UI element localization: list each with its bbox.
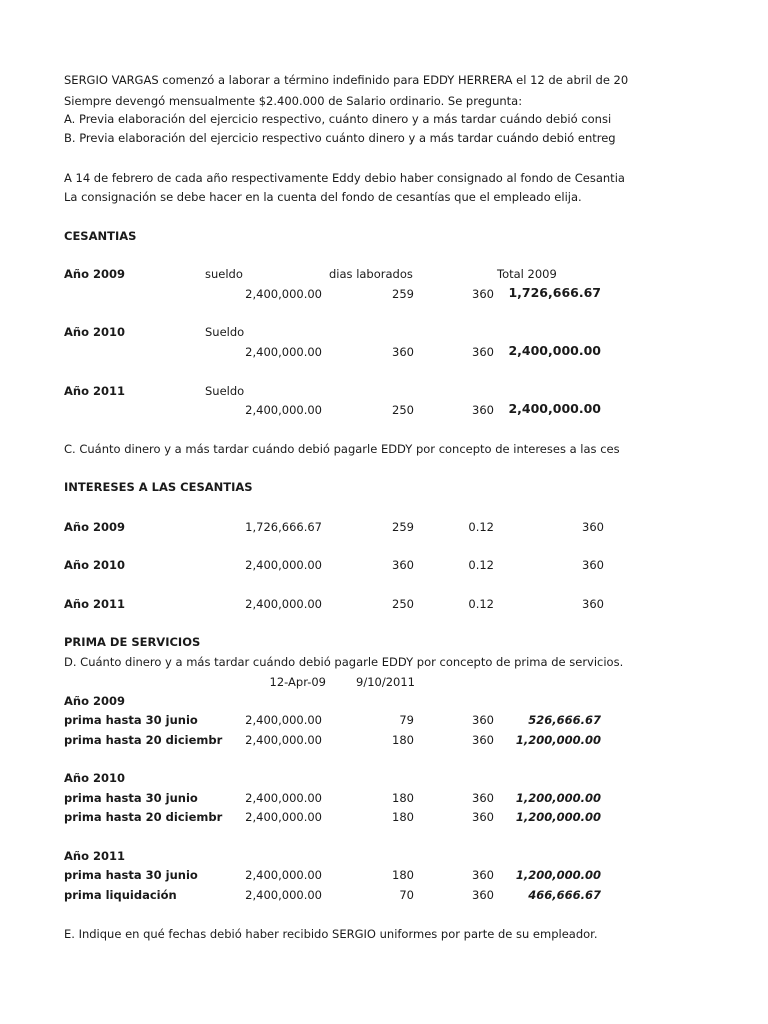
intereses-title: INTERESES A LAS CESANTIAS: [64, 480, 253, 494]
intereses-year-2011: Año 2011: [64, 597, 125, 611]
prima-base: 360: [472, 791, 494, 805]
cesantias-year-2011: Año 2011: [64, 384, 125, 398]
prima-base: 360: [472, 713, 494, 727]
intereses-days-2011: 250: [392, 597, 414, 611]
cesantias-base-2010: 360: [472, 345, 494, 359]
prima-salary: 2,400,000.00: [245, 791, 322, 805]
prima-total: 1,200,000.00: [515, 791, 601, 805]
cesantias-salary-2010: 2,400,000.00: [245, 345, 322, 359]
cesantias-total-2011: 2,400,000.00: [508, 401, 601, 416]
cesantias-salary-2011: 2,400,000.00: [245, 403, 322, 417]
prima-days: 79: [399, 713, 414, 727]
intereses-days-2010: 360: [392, 558, 414, 572]
prima-year-2011: Año 2011: [64, 849, 125, 863]
intereses-amount-2011: 2,400,000.00: [245, 597, 322, 611]
cesantias-year-2009: Año 2009: [64, 267, 125, 281]
prima-year-2010: Año 2010: [64, 771, 125, 785]
prima-total: 1,200,000.00: [515, 868, 601, 882]
prima-title: PRIMA DE SERVICIOS: [64, 635, 201, 649]
prima-days: 180: [392, 733, 414, 747]
cesantias-days-2011: 250: [392, 403, 414, 417]
prima-base: 360: [472, 810, 494, 824]
prima-days: 180: [392, 810, 414, 824]
intereses-year-2010: Año 2010: [64, 558, 125, 572]
cesantias-label-2009: sueldo: [205, 267, 243, 281]
prima-row-label: prima hasta 30 junio: [64, 868, 198, 882]
prima-row-label: prima hasta 20 diciembr: [64, 733, 223, 747]
intro-line-1: SERGIO VARGAS comenzó a laborar a término indefinido para EDDY HERRERA el 12 de abril de 20: [64, 73, 629, 87]
prima-base: 360: [472, 733, 494, 747]
prima-base: 360: [472, 868, 494, 882]
question-c: C. Cuánto dinero y a más tardar cuándo debió pagarle EDDY por concepto de intereses a las ces: [64, 442, 620, 456]
prima-year-2009: Año 2009: [64, 694, 125, 708]
prima-days: 70: [399, 888, 414, 902]
cesantias-base-2009: 360: [472, 287, 494, 301]
cesantias-base-2011: 360: [472, 403, 494, 417]
prima-row-label: prima hasta 30 junio: [64, 713, 198, 727]
cesantias-title: CESANTIAS: [64, 229, 137, 243]
prima-total: 466,666.67: [528, 888, 601, 902]
cesantias-days-2010: 360: [392, 345, 414, 359]
prima-salary: 2,400,000.00: [245, 810, 322, 824]
cesantias-days-2009: 259: [392, 287, 414, 301]
intereses-rate-2010: 0.12: [468, 558, 494, 572]
question-b: B. Previa elaboración del ejercicio respectivo cuánto dinero y a más tardar cuándo debió entreg: [64, 131, 616, 145]
intereses-base-2009: 360: [582, 520, 604, 534]
cesantias-salary-2009: 2,400,000.00: [245, 287, 322, 301]
prima-row-label: prima hasta 20 diciembr: [64, 810, 223, 824]
intereses-days-2009: 259: [392, 520, 414, 534]
prima-salary: 2,400,000.00: [245, 888, 322, 902]
question-e: E. Indique en qué fechas debió haber recibido SERGIO uniformes por parte de su empleador.: [64, 927, 598, 941]
cesantias-label-2010: Sueldo: [205, 325, 245, 339]
cesantias-total-2009: 1,726,666.67: [508, 285, 601, 300]
prima-row-label: prima liquidación: [64, 888, 177, 902]
cesantias-label-2011: Sueldo: [205, 384, 245, 398]
prima-date-end: 9/10/2011: [356, 675, 415, 689]
intereses-base-2010: 360: [582, 558, 604, 572]
intereses-rate-2009: 0.12: [468, 520, 494, 534]
prima-total: 526,666.67: [528, 713, 601, 727]
intereses-amount-2009: 1,726,666.67: [245, 520, 322, 534]
note-line-1: A 14 de febrero de cada año respectivamente Eddy debio haber consignado al fondo de Cesantia: [64, 171, 625, 185]
cesantias-days-header: dias laborados: [329, 267, 413, 281]
intro-line-2: Siempre devengó mensualmente $2.400.000 de Salario ordinario. Se pregunta:: [64, 94, 523, 108]
intereses-year-2009: Año 2009: [64, 520, 125, 534]
prima-days: 180: [392, 868, 414, 882]
prima-salary: 2,400,000.00: [245, 733, 322, 747]
prima-total: 1,200,000.00: [515, 733, 601, 747]
question-a: A. Previa elaboración del ejercicio respectivo, cuánto dinero y a más tardar cuándo debió consi: [64, 112, 612, 126]
prima-salary: 2,400,000.00: [245, 868, 322, 882]
intereses-base-2011: 360: [582, 597, 604, 611]
cesantias-year-2010: Año 2010: [64, 325, 125, 339]
question-d: D. Cuánto dinero y a más tardar cuándo debió pagarle EDDY por concepto de prima de servicios.: [64, 655, 624, 669]
prima-base: 360: [472, 888, 494, 902]
prima-total: 1,200,000.00: [515, 810, 601, 824]
intereses-rate-2011: 0.12: [468, 597, 494, 611]
note-line-2: La consignación se debe hacer en la cuenta del fondo de cesantías que el empleado elija.: [64, 190, 582, 204]
prima-date-start: 12-Apr-09: [269, 675, 326, 689]
prima-row-label: prima hasta 30 junio: [64, 791, 198, 805]
intereses-amount-2010: 2,400,000.00: [245, 558, 322, 572]
prima-salary: 2,400,000.00: [245, 713, 322, 727]
cesantias-total-header: Total 2009: [497, 267, 557, 281]
cesantias-total-2010: 2,400,000.00: [508, 343, 601, 358]
prima-days: 180: [392, 791, 414, 805]
